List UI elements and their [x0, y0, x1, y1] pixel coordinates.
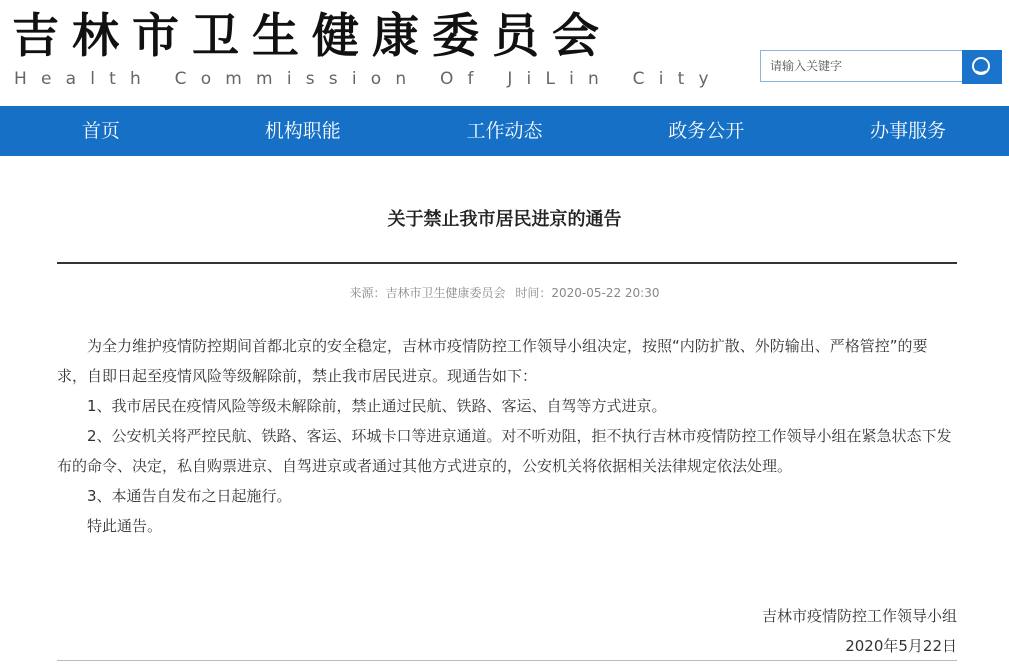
site-logo-cn[interactable]: 吉林市卫生健康委员会 [12, 9, 612, 64]
article-paragraph: 2、公安机关将严控民航、铁路、客运、环城卡口等进京通道。对不听劝阻，拒不执行吉林市疫情防控工作领导小组在紧急状态下发布的命令、决定，私自购票进京、自驾进京或者通过其他方式进京的，公安机关将依据相关法律规定依法处理。 [57, 427, 952, 475]
nav-item-organization[interactable]: 机构职能 [264, 120, 341, 142]
search-button[interactable] [962, 50, 1002, 84]
search-icon [962, 50, 1002, 84]
article-time: 时间：2020-05-22 20:30 [515, 286, 660, 300]
site-logo-en: Health Commission Of JiLin City [14, 69, 723, 89]
article-title: 关于禁止我市居民进京的通告 [387, 209, 622, 230]
site-header [0, 0, 1009, 106]
article-source: 来源：吉林市卫生健康委员会 [349, 286, 506, 300]
article-paragraph: 1、我市居民在疫情风险等级未解除前，禁止通过民航、铁路、客运、自驾等方式进京。 [87, 397, 667, 415]
nav-item-public-affairs[interactable]: 政务公开 [668, 120, 745, 142]
bottom-divider [57, 660, 957, 661]
main-nav [0, 106, 1009, 156]
title-divider [57, 262, 957, 264]
article-date: 2020年5月22日 [845, 637, 957, 655]
article-meta [0, 283, 1009, 303]
nav-item-home[interactable]: 首页 [81, 120, 120, 142]
article-signature-block [57, 601, 957, 661]
article-paragraph: 3、本通告自发布之日起施行。 [87, 487, 292, 505]
search-box [760, 50, 1002, 84]
article-signature: 吉林市疫情防控工作领导小组 [761, 607, 957, 625]
article-paragraph: 特此通告。 [87, 517, 163, 535]
nav-item-news[interactable]: 工作动态 [466, 120, 543, 142]
article-body [57, 331, 957, 541]
article-paragraph: 为全力维护疫情防控期间首都北京的安全稳定，吉林市疫情防控工作领导小组决定，按照“内防扩散、外防输出、严格管控”的要求，自即日起至疫情风险等级解除前，禁止我市居民进京。现通告如下： [57, 337, 928, 385]
search-input[interactable] [760, 50, 965, 82]
nav-item-services[interactable]: 办事服务 [870, 120, 947, 142]
